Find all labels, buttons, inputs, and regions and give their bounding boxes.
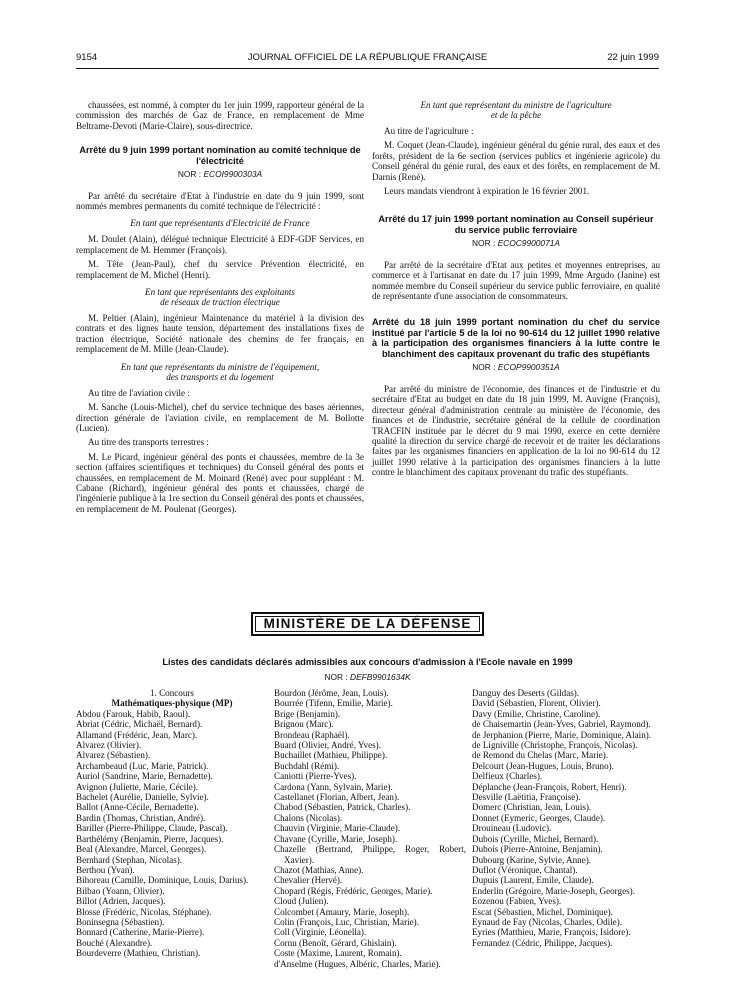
candidate-entry: Alvarez (Sébastien). bbox=[76, 750, 151, 761]
candidate-entry: Desville (Laëtitia, Françoise). bbox=[472, 792, 581, 803]
candidate-list-column-1 bbox=[76, 688, 268, 959]
candidate-entry: Delcourt (Jean-Hugues, Louis, Bruno). bbox=[472, 760, 614, 771]
candidate-entry: Chalons (Nicolas). bbox=[274, 812, 343, 823]
candidate-entry: Bourdon (Jérôme, Jean, Louis). bbox=[274, 688, 389, 698]
left-column bbox=[76, 100, 364, 518]
candidate-entry: d'Anselme (Hugues, Albéric, Charles, Marie). bbox=[274, 958, 441, 969]
candidate-entry: Ballot (Anne-Cécile, Bernadette). bbox=[76, 802, 199, 813]
paragraph: Au titre de l'agriculture : bbox=[384, 126, 474, 136]
nor-code: ECOP9900351A bbox=[497, 362, 560, 373]
candidate-entry: Dupuis (Laurent, Emile, Claude). bbox=[472, 875, 594, 886]
candidate-entry: Bonnard (Catherine, Marie-Pierre). bbox=[76, 927, 205, 938]
candidate-entry: Coste (Maxime, Laurent, Romain). bbox=[274, 948, 402, 959]
candidate-entry: Castellanet (Florian, Albert, Jean). bbox=[274, 792, 400, 803]
candidate-entry: Déplanche (Jean-François, Robert, Henri). bbox=[472, 781, 627, 792]
section-heading-line: En tant que représentant du ministre de l'agriculture bbox=[420, 100, 612, 110]
nor-reference bbox=[76, 672, 659, 682]
candidate-entry: Dubourg (Karine, Sylvie, Anne). bbox=[472, 854, 592, 865]
candidate-entry: Auriol (Sandrine, Marie, Bernadette). bbox=[76, 771, 213, 782]
candidate-entry: de Ligniville (Christophe, François, Nicolas). bbox=[472, 740, 638, 751]
candidate-entry: Cardona (Yann, Sylvain, Marie). bbox=[274, 781, 393, 792]
candidate-list-column-2 bbox=[274, 688, 466, 969]
candidate-entry: Bilbao (Yoann, Olivier). bbox=[76, 885, 165, 896]
ministry-banner: MINISTÈRE DE LA DÉFENSE bbox=[251, 612, 484, 636]
page-header bbox=[76, 52, 659, 66]
section-heading bbox=[76, 287, 364, 307]
candidate-entry: Bachelet (Aurélie, Danielle, Sylvie). bbox=[76, 792, 209, 803]
arrete-title: Arrêté du 9 juin 1999 portant nomination au comité technique de l'électricité bbox=[79, 145, 361, 166]
nor-label: NOR : bbox=[472, 238, 496, 249]
candidate-entry: Avignon (Juliette, Marie, Cécile). bbox=[76, 781, 199, 792]
candidate-entry: Chavane (Cyrille, Marie, Joseph). bbox=[274, 833, 398, 844]
paragraph: M. Coquet (Jean-Claude), ingénieur général du génie rural, des eaux et des forêts, président de la 6e section (services publics et ingénierie agricole) du Conseil général du génie rural, des eaux et des forêts, en remplacement de M. Darnis (René). bbox=[372, 140, 660, 182]
nor-code: ECOI9900303A bbox=[203, 169, 263, 180]
nor-label: NOR : bbox=[324, 672, 348, 682]
candidate-entry: Davy (Emilie, Christine, Caroline). bbox=[472, 708, 601, 719]
paragraph: Par arrêté de la secrétaire d'Etat aux petites et moyennes entreprises, au commerce et à l'artisanat en date du 17 juin 1999, Mme Argudo (Janine) est nommée membre du Conseil supérieur du service public ferroviaire, en qualité de représentante d'une association de consommateurs. bbox=[372, 259, 660, 302]
candidate-entry: Brige (Benjamin). bbox=[274, 708, 341, 719]
candidate-entry: Cornu (Benoît, Gérard, Ghislain). bbox=[274, 937, 397, 948]
section-heading bbox=[76, 218, 364, 228]
section-heading-line: En tant que représentants d'Electricité de France bbox=[130, 218, 310, 229]
paragraph: M. Doulet (Alain), délégué technique Electricité à EDF-GDF Services, en remplacement de M. Hemmer (François). bbox=[76, 234, 364, 255]
section-heading-line: et de la pêche bbox=[490, 110, 542, 120]
issue-date: 22 juin 1999 bbox=[607, 52, 659, 63]
candidate-entry: Donnet (Eymeric, Georges, Claude). bbox=[472, 812, 606, 823]
paragraph: M. Peltier (Alain), ingénieur Maintenance du matériel à la division des contrats et des lignes haute tension, département des installations fixes de traction électrique, Société nationale des chemins de fer français, en remplacement de M. Mille (Jean-Claude). bbox=[76, 313, 364, 355]
candidate-entry: Bardin (Thomas, Christian, André). bbox=[76, 812, 206, 823]
paragraph: Au titre de l'aviation civile : bbox=[88, 387, 190, 398]
candidate-entry: Delfieux (Charles). bbox=[472, 771, 543, 782]
section-heading-line: des transports et du logement bbox=[166, 371, 274, 382]
candidate-entry: Eynaud de Fay (Nicolas, Charles, Odile). bbox=[472, 916, 623, 927]
candidate-entry: Cloud (Julien). bbox=[274, 896, 329, 907]
paragraph: M. Tête (Jean-Paul), chef du service Prévention électricité, en remplacement de M. Michel (Henri). bbox=[76, 259, 364, 280]
candidate-entry: Buchdahl (Rémi). bbox=[274, 760, 340, 771]
candidate-entry: Colin (François, Luc, Christian, Marie). bbox=[274, 916, 419, 927]
paragraph: M. Le Picard, ingénieur général des ponts et chaussées, membre de la 3e section (affaires scientifiques et techniques) du Conseil général des ponts et chaussées, en remplacement de M. Moinard (René) avec pour suppléant : M. Cabane (Richard), ingénieur général des ponts et chaussées, chargé de l'ingénierie publique à la 1re section du Conseil général des ponts et chaussées, en remplacement de M. Poulenat (Georges). bbox=[76, 451, 364, 514]
candidate-entry: Berthou (Yvan). bbox=[76, 864, 135, 875]
candidate-entry: Bariller (Pierre-Philippe, Claude, Pascal). bbox=[76, 823, 228, 834]
paragraph: Par arrêté du ministre de l'économie, des finances et de l'industrie et du secrétaire d'Etat au budget en date du 18 juin 1999, M. Auvigne (François), directeur général d'administration centrale au ministère de l'économie, des finances et de l'industrie, secrétaire général de la cellule de coordination TRACFIN instituée par le décret du 9 mai 1990, exerce en cette dernière qualité la direction du service chargé de recevoir et de traiter les déclarations faites par les organismes financiers en application de la loi no 90-614 du 12 juillet 1990 relative à la participation des organismes financiers à la lutte contre le blanchiment des capitaux provenant du trafic des stupéfiants. bbox=[372, 383, 660, 478]
candidate-entry: Duflot (Véronique, Chantal). bbox=[472, 864, 578, 875]
candidate-entry: Chauvin (Virginie, Marie-Claude). bbox=[274, 823, 401, 834]
candidate-entry: Caniotti (Pierre-Yves). bbox=[274, 771, 357, 782]
nor-label: NOR : bbox=[177, 169, 202, 180]
paragraph: Par arrêté du secrétaire d'Etat à l'industrie en date du 9 juin 1999, sont nommés membres permanents du comité technique de l'électricité : bbox=[76, 190, 364, 212]
nor-reference bbox=[372, 238, 660, 248]
candidate-entry: de Remond du Chelas (Marc, Marie). bbox=[472, 750, 609, 761]
candidate-entry: Eozenou (Fabien, Yves). bbox=[472, 896, 562, 907]
candidate-entry: Beal (Alexandre, Marcel, Georges). bbox=[76, 844, 207, 855]
candidate-entry: Brignou (Marc). bbox=[274, 719, 334, 730]
candidate-entry: Bourrée (Tifenn, Emilie, Marie). bbox=[274, 698, 393, 709]
candidate-entry: Chazot (Mathias, Anne). bbox=[274, 864, 364, 875]
page-number: 9154 bbox=[76, 52, 98, 63]
paragraph: Au titre des transports terrestres : bbox=[88, 437, 209, 448]
candidate-entry: Fernandez (Cédric, Philippe, Jacques). bbox=[472, 937, 613, 948]
candidate-entry: Billot (Adrien, Jacques). bbox=[76, 896, 166, 907]
candidate-entry: Bihoreau (Camille, Dominique, Louis, Darius). bbox=[76, 875, 249, 886]
candidate-entry: Chopard (Régis, Frédéric, Georges, Marie). bbox=[274, 885, 433, 896]
candidate-entry: Drouineau (Ludovic). bbox=[472, 823, 552, 834]
candidate-entry: Enderlin (Grégoire, Marie-Joseph, Georges). bbox=[472, 885, 635, 896]
candidate-entry: Bouché (Alexandre). bbox=[76, 937, 153, 948]
nor-reference bbox=[76, 169, 364, 179]
candidate-entry: Danguy des Deserts (Gildas). bbox=[472, 688, 580, 698]
section-heading bbox=[372, 100, 660, 120]
nor-label: NOR : bbox=[472, 362, 496, 373]
nor-reference bbox=[372, 362, 660, 372]
candidate-entry: David (Sébastien, Florent, Olivier). bbox=[472, 698, 601, 709]
candidate-entry: Buard (Olivier, André, Yves). bbox=[274, 740, 381, 751]
candidate-entry: Escat (Sébastien, Michel, Dominique). bbox=[472, 906, 613, 917]
paragraph: Leurs mandats viendront à expiration le 16 février 2001. bbox=[384, 186, 590, 197]
section-heading-line: de réseaux de traction électrique bbox=[160, 297, 280, 308]
arrete-title: Arrêté du 18 juin 1999 portant nomination du chef du service institué par l'article 5 de la loi no 90-614 du 12 juillet 1990 relative à la participation des organismes financiers à la lutte contre le blanchiment des capitaux provenant du trafic des stupéfiants bbox=[372, 317, 660, 359]
candidate-entry: Dubois (Pierre-Antoine, Benjamin). bbox=[472, 844, 603, 855]
candidate-entry: Bourdeverre (Mathieu, Christian). bbox=[76, 948, 201, 959]
list-title: Listes des candidats déclarés admissibles aux concours d'admission à l'Ecole navale en 1999 bbox=[162, 657, 573, 667]
right-column bbox=[372, 100, 660, 482]
candidate-list-column-3 bbox=[472, 688, 664, 948]
nor-code: ECOC9900071A bbox=[497, 238, 560, 249]
candidate-entry: de Jerphanion (Pierre, Marie, Dominique, Alain). bbox=[472, 729, 652, 740]
candidate-entry: Buchaillet (Mathieu, Philippe). bbox=[274, 750, 388, 761]
candidate-entry: Chabod (Sébastien, Patrick, Charles). bbox=[274, 802, 411, 813]
candidate-entry: Abriat (Cédric, Michaël, Bernard). bbox=[76, 719, 203, 730]
candidate-entry: Boninsegna (Sébastien). bbox=[76, 916, 165, 927]
candidate-entry: Coll (Virginie, Léonella). bbox=[274, 927, 367, 938]
candidate-entry: Alvarez (Olivier). bbox=[76, 740, 142, 751]
candidate-entry: Abdou (Farouk, Habib, Raoul). bbox=[76, 708, 191, 719]
section-heading-line: En tant que représentants des exploitants bbox=[145, 287, 295, 298]
candidate-entry: Archambeaud (Luc, Marie, Patrick). bbox=[76, 760, 209, 771]
header-rule bbox=[76, 68, 659, 69]
arrete-title: Arrêté du 17 juin 1999 portant nomination au Conseil supérieur du service public ferroviaire bbox=[378, 214, 654, 235]
candidate-entry: Eyries (Matthieu, Marie, François, Isidore). bbox=[472, 927, 631, 938]
candidate-entry: Colcombet (Amaury, Marie, Joseph). bbox=[274, 906, 410, 917]
candidate-entry: Chevalier (Hervé). bbox=[274, 875, 343, 886]
candidate-entry: Dubois (Cyrille, Michel, Bernard). bbox=[472, 833, 599, 844]
list-subheading: Mathématiques-physique (MP) bbox=[111, 698, 233, 709]
candidate-entry: Brondeau (Raphaël). bbox=[274, 729, 350, 740]
candidate-entry: Blosse (Frédéric, Nicolas, Stéphane). bbox=[76, 906, 212, 917]
section-heading-line: En tant que représentants du ministre de l'équipement, bbox=[120, 361, 320, 372]
paragraph: M. Sanche (Louis-Michel), chef du service technique des bases aériennes, direction générale de l'aviation civile, en remplacement de M. Bollotte (Lucien). bbox=[76, 402, 364, 433]
paragraph: chaussées, est nommé, à compter du 1er juin 1999, rapporteur général de la commission des marchés de Gaz de France, en remplacement de Mme Beltrame-Devoti (Marie-Claire), sous-directrice. bbox=[76, 100, 364, 131]
candidate-entry: Domerc (Christian, Jean, Louis). bbox=[472, 802, 592, 813]
nor-code: DEFB9901634K bbox=[350, 672, 411, 682]
candidate-entry: Allamand (Frédéric, Jean, Marc). bbox=[76, 729, 198, 740]
section-heading bbox=[76, 362, 364, 382]
list-heading: 1. Concours bbox=[150, 688, 194, 698]
candidate-entry: de Chaisemartin (Jean-Yves, Gabriel, Raymond). bbox=[472, 719, 651, 730]
candidate-entry: Chazelle (Bertrand, Philippe, Roger, Robert, Xavier). bbox=[274, 844, 466, 865]
journal-title: JOURNAL OFFICIEL DE LA RÉPUBLIQUE FRANÇAISE bbox=[247, 52, 488, 63]
candidate-entry: Barthélémy (Benjamin, Pierre, Jacques). bbox=[76, 833, 224, 844]
candidate-entry: Bernhard (Stephan, Nicolas). bbox=[76, 854, 183, 865]
